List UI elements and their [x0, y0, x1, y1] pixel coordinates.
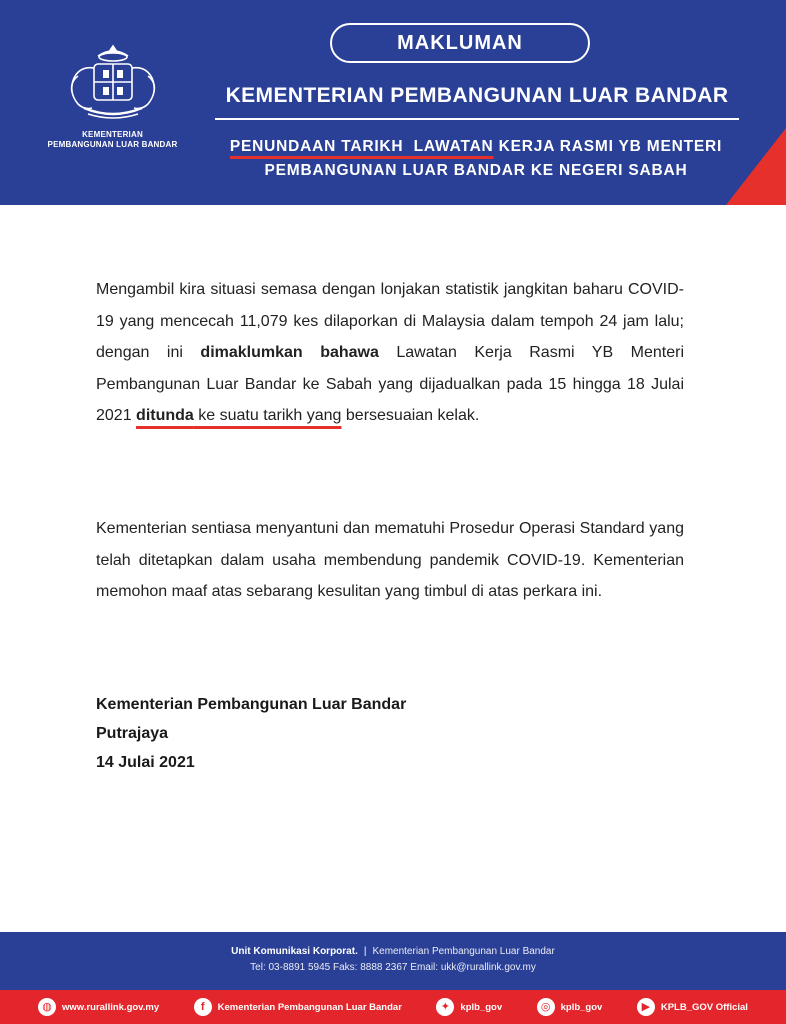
social-facebook[interactable]: [194, 998, 402, 1016]
subject-heading: [200, 135, 752, 183]
subject-underlined: PENUNDAAN TARIKH LAWATAN: [229, 138, 494, 155]
footer-ministry: Kementerian Pembangunan Luar Bandar: [372, 946, 555, 957]
crest-caption-line1: KEMENTERIAN: [82, 130, 143, 139]
crest-caption: [30, 130, 195, 150]
makluman-badge: [330, 23, 590, 63]
paragraph-1: [96, 274, 684, 432]
p1-text-b: dimaklumkan bahawa: [200, 344, 379, 361]
social-website[interactable]: [38, 998, 159, 1016]
social-website-label: www.rurallink.gov.my: [62, 1001, 160, 1013]
footer-contact-bar: [0, 932, 786, 990]
p1-ditunda: ditunda: [136, 407, 194, 424]
social-youtube[interactable]: [637, 998, 748, 1016]
red-corner-accent: [726, 128, 786, 205]
social-youtube-label: KPLB_GOV Official: [660, 1001, 748, 1013]
footer-contact-details: Tel: 03-8891 5945 Faks: 8888 2367 Email: ukk@rurallink.gov.my: [250, 962, 536, 973]
ministry-title: KEMENTERIAN PEMBANGUNAN LUAR BANDAR: [225, 84, 729, 107]
p1-text-c: Lawatan Kerja Rasmi YB Menteri Pembangunan Luar Bandar ke Sabah yang dijadualkan pada 15 hingga 18 Julai 2021: [96, 344, 684, 424]
signature-org: Kementerian Pembangunan Luar Bandar: [96, 696, 407, 713]
makluman-badge-label: MAKLUMAN: [397, 31, 523, 54]
twitter-icon: ✦: [436, 998, 454, 1016]
signature-block: [96, 690, 406, 777]
facebook-icon: f: [194, 998, 212, 1016]
social-twitter-label: kplb_gov: [460, 1001, 503, 1013]
footer-unit-line: [0, 946, 786, 957]
instagram-icon: ◎: [537, 998, 555, 1016]
p1-text-a: Mengambil kira situasi semasa dengan lonjakan statistik jangkitan baharu COVID-19 yang mencecah 11,079 kes dilaporkan di Malaysia dalam tempoh 24 jam lalu; dengan ini: [96, 281, 684, 361]
signature-place: Putrajaya: [96, 725, 169, 742]
youtube-icon: ▶: [637, 998, 655, 1016]
footer-separator: |: [363, 946, 367, 957]
subject-line1-rest: KERJA RASMI YB MENTERI: [493, 138, 723, 155]
globe-icon: ◍: [38, 998, 56, 1016]
paragraph-2: Kementerian sentiasa menyantuni dan mematuhi Prosedur Operasi Standard yang telah ditetapkan dalam usaha membendung pandemik COVID-19. Kementerian memohon maaf atas sebarang kesulitan yang timbul di atas perkara ini.: [96, 520, 684, 600]
title-divider: [215, 118, 739, 120]
footer-social-bar: [0, 990, 786, 1024]
p1-text-f: bersesuaian kelak.: [341, 407, 480, 424]
social-twitter[interactable]: [436, 998, 502, 1016]
coat-of-arms-icon: [58, 42, 168, 122]
subject-line2: PEMBANGUNAN LUAR BANDAR KE NEGERI SABAH: [264, 162, 688, 179]
social-instagram-label: kplb_gov: [560, 1001, 603, 1013]
p1-text-e: ke suatu tarikh yang: [193, 407, 342, 424]
letterhead-header: [0, 0, 786, 205]
social-instagram[interactable]: [537, 998, 603, 1016]
signature-date: 14 Julai 2021: [96, 754, 195, 771]
subject-line1: [200, 135, 752, 159]
social-facebook-label: Kementerian Pembangunan Luar Bandar: [217, 1001, 402, 1013]
footer-unit: Unit Komunikasi Korporat.: [231, 946, 358, 957]
crest-caption-line2: PEMBANGUNAN LUAR BANDAR: [47, 140, 178, 149]
